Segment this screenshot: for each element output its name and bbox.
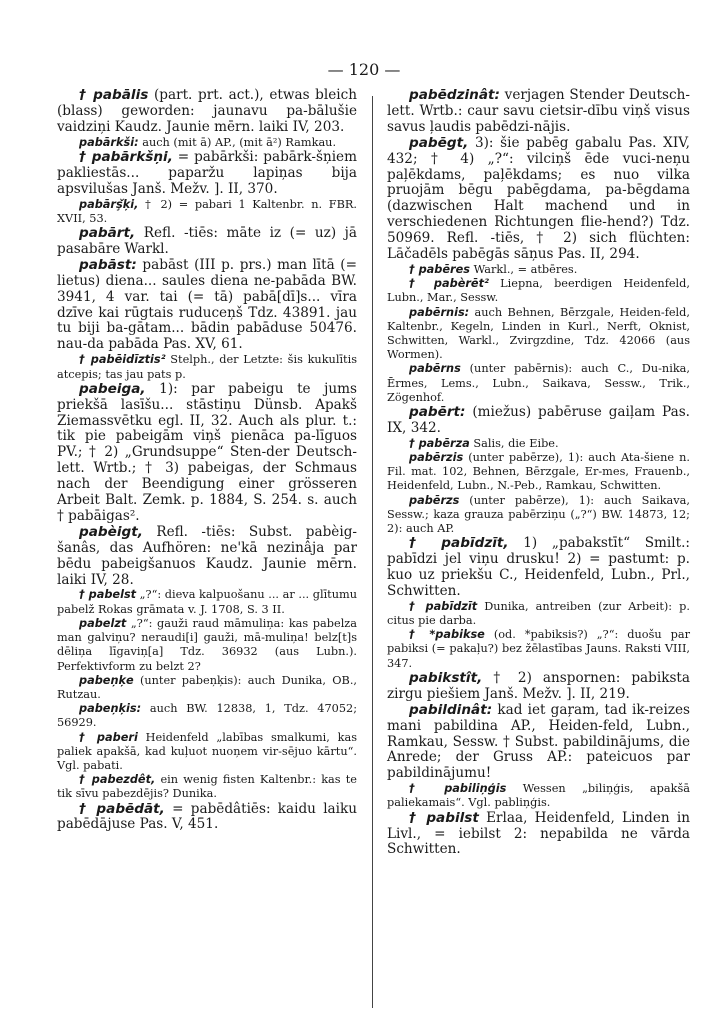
entry-definition: Stelph., der Letzte: šis kukulītis atcepis; tas jau pats p. xyxy=(57,353,358,381)
entry-headword: pabelzt xyxy=(79,616,127,630)
dictionary-entry xyxy=(57,150,357,198)
entry-definition: (miežus) pabēruse gaiļam Pas. IX, 342. xyxy=(387,404,690,436)
entry-definition: Wessen „biliņģis, apakšā paliekamais“. Vgl. pabliņģis. xyxy=(387,782,690,810)
dictionary-entry xyxy=(387,362,690,405)
entry-headword: † pabèrēt² xyxy=(409,277,489,291)
entry-definition: Warkl., = atbēres. xyxy=(470,262,578,276)
entry-definition: 1) „pabakstīt“ Smilt.: pabīdzi jel viņu drusku! 2) = pastumt: p. kuo uz priekšu C., Heidenfeld, Lubn., Prl., Schwitten. xyxy=(387,535,690,599)
dictionary-entry xyxy=(57,617,357,674)
entry-headword: † pabēdāt, xyxy=(79,800,165,817)
dictionary-entry xyxy=(57,525,357,589)
dictionary-entry xyxy=(57,198,357,226)
dictionary-entry xyxy=(387,703,690,783)
dictionary-entry xyxy=(387,437,690,451)
entry-headword: pabēdzinât: xyxy=(409,87,500,103)
entry-headword: † pabālis xyxy=(79,87,149,103)
entry-headword: pabeņķe xyxy=(79,673,134,687)
entry-definition: Dunika, antreiben (zur Arbeit): p. citus pie darba. xyxy=(387,599,690,628)
entry-headword: † pabērza xyxy=(409,436,470,450)
entry-definition: (unter pabērnis): auch C., Du-nika, Ērmes, Lems., Lubn., Saikava, Sessw., Trik., Zögenhof. xyxy=(387,362,690,404)
entry-headword: pabārkši: xyxy=(79,135,139,149)
dictionary-entry xyxy=(57,258,357,353)
entry-definition: Refl. -tiēs: Subst. pabèig-šanâs, das Aufhören: ne'kā nezinâja par bēdu pabeigšanuos Kaudz. Jaunie mērn. laiki IV, 28. xyxy=(57,523,357,588)
entry-headword: pabēgt, xyxy=(409,134,469,151)
entry-headword: pabikstît, xyxy=(409,669,483,686)
page-number: — 120 — xyxy=(327,60,401,79)
dictionary-entry xyxy=(387,451,690,494)
entry-definition: „?“: gauži raud māmuliņa: kas pabelza man galviņu? neraudi[i] gauži, mā-muliņa! belz[t]s dēliņa līgaviņ[a] Tdz. 36932 (aus Lubn.). Perfektivform zu belzt 2? xyxy=(57,616,357,673)
entry-headword: pabāst: xyxy=(79,256,137,273)
entry-headword: pabērnis: xyxy=(409,305,470,319)
right-column xyxy=(387,88,690,858)
entry-headword: pabārt, xyxy=(79,225,136,242)
dictionary-entry xyxy=(57,382,357,525)
entry-definition: verjagen Stender Deutsch-lett. Wrtb.: caur savu cietsir-dību viņš visus savus ļaudis pabēdzi-nājis. xyxy=(387,87,690,135)
dictionary-entry xyxy=(57,773,357,801)
dictionary-entry xyxy=(57,588,357,616)
entry-definition: † 2) = pabari 1 Kaltenbr. n. FBR. XVII, 53. xyxy=(57,197,357,225)
dictionary-entry xyxy=(57,702,357,730)
entry-definition: kad iet gaŗam, tad ik-reizes mani pabildina AP., Heiden-feld, Lubn., Ramkau, Sessw. † Subst. pabildinājums, die Anrede; der Gruss AP.: pateicuos par pabildinājumu! xyxy=(387,701,690,782)
entry-headword: pabildinât: xyxy=(409,701,493,718)
entry-definition: (part. prt. act.), etwas bleich (blass) geworden: jaunavu pa-bālušie vaidziņi Kaudz. Jaunie mērn. laiki IV, 203. xyxy=(57,87,357,135)
entry-definition: (unter pabērze), 1): auch Saikava, Sessw.; kaza grauza pabērziņu („?“) BW. 14873, 12; 2): auch AP. xyxy=(387,493,690,536)
left-column xyxy=(57,88,357,833)
entry-headword: † pabīdzīt, xyxy=(409,535,509,552)
entry-headword: pabeņķis: xyxy=(79,702,142,716)
entry-headword: † pabilst xyxy=(409,809,479,826)
entry-definition: Heidenfeld „labības smalkumi, kas paliek apakšā, kad kuļuot nuoņem vir-sējuo kārtu“. Vgl. pabati. xyxy=(57,730,358,772)
entry-headword: pabārş̌ķi, xyxy=(79,197,139,211)
dictionary-entry xyxy=(387,628,690,671)
entry-definition: (unter pabeņķis): auch Dunika, OB., Rutzau. xyxy=(57,673,357,701)
column-divider xyxy=(372,96,373,1008)
entry-definition: Refl. -tiēs: māte iz (= uz) jā pasabāre Warkl. xyxy=(57,225,357,257)
entry-definition: (od. *pabiksis?) „?“: duošu par pabiksi (= pakaļu?) bez žēlastības Jauns. Raksti VIII, 347. xyxy=(387,628,690,670)
dictionary-entry xyxy=(57,731,357,774)
entry-headword: † pabēres xyxy=(409,262,470,276)
dictionary-entry xyxy=(57,802,357,834)
dictionary-entry xyxy=(57,674,357,702)
entry-definition: auch (mit ā) AP., (mit ā²) Ramkau. xyxy=(138,135,337,149)
entry-definition: pabāst (III p. prs.) man lītā (= lietus) diena... saules diena ne-pabāda BW. 3941, 4 var. tai (= tā) pabā[dī]s... vīra dzīve kai rūgtais ruduceņš Tdz. 43891. jau tu biji ba-gātam... bādin pabāduse 50476. nau-da pabāda Pas. XV, 61. xyxy=(57,256,357,353)
entry-definition: (unter pabērze), 1): auch Ata-šiene n. Fil. mat. 102, Behnen, Bērzgale, Er-mes, Frauenb., Heidenfeld, Lubn., N.-Peb., Ramkau, Schwitten. xyxy=(387,451,690,493)
entry-headword: pabērzs xyxy=(409,493,460,507)
dictionary-entry xyxy=(57,136,357,150)
dictionary-entry xyxy=(387,782,690,810)
dictionary-entry xyxy=(387,536,690,600)
dictionary-entry xyxy=(387,405,690,437)
dictionary-entry xyxy=(387,263,690,277)
entry-definition: = pabārkši: pabārk-šņiem pakliestās... paparžu lapiņas bija apsvilušas Janš. Mežv. ]. II, 370. xyxy=(57,148,357,197)
dictionary-entry xyxy=(57,226,357,258)
dictionary-entry xyxy=(387,811,690,859)
entry-definition: „?“: dieva kalpuošanu ... ar ... glītumu pabelž Rokas grāmata v. J. 1708, S. 3 II. xyxy=(57,588,357,616)
dictionary-entry xyxy=(387,494,690,537)
entry-definition: auch BW. 12838, 1, Tdz. 47052; 56929. xyxy=(57,702,357,730)
entry-definition: † 2) anspornen: pabiksta zirgu piešiem Janš. Mežv. ]. II, 219. xyxy=(387,669,690,702)
entry-headword: † pabelst xyxy=(79,588,137,602)
entry-definition: auch Behnen, Bērzgale, Heiden-feld, Kaltenbr., Kegeln, Linden in Kurl., Nerft, Oknist, Schwitten, Warkl., Zvirgzdine, Tdz. 42066 (aus Wormen). xyxy=(387,305,690,362)
entry-headword: † pabiliņģis xyxy=(409,782,507,796)
dictionary-entry xyxy=(387,277,690,305)
entry-headword: pabeiga, xyxy=(79,380,146,397)
entry-definition: Salis, die Eibe. xyxy=(469,436,559,450)
entry-definition: = pabēdâtiēs: kaidu laiku pabēdājuse Pas. V, 451. xyxy=(57,800,357,833)
dictionary-entry xyxy=(57,88,357,136)
dictionary-entry xyxy=(387,671,690,703)
entry-headword: pabērt: xyxy=(409,404,466,420)
dictionary-entry xyxy=(387,600,690,628)
dictionary-entry xyxy=(387,136,690,263)
entry-headword: † pabīdzīt xyxy=(409,599,478,613)
entry-headword: † pabārkšņi, xyxy=(79,148,173,165)
entry-headword: † paberi xyxy=(79,730,138,744)
entry-definition: 3): šie pabēg gabalu Pas. XIV, 432; † 4) „?“: vilciņš ēde vuci-neņu paļēkdams, paļēkdams; es nuo vilka pruojām bēgu pabēgdama, pa-bēgdama (dazwischen Halt machend und in verschiedenen Richtungen flie-hend?) Tdz. 50969. Refl. -tiēs, † 2) sich flüchten: Lāčadēls pabēgās sāņus Pas. II, 294. xyxy=(387,134,690,263)
entry-headword: † pabēidīztis² xyxy=(79,353,166,367)
dictionary-entry xyxy=(387,306,690,363)
entry-headword: pabērzis xyxy=(409,451,464,465)
dictionary-entry xyxy=(387,88,690,136)
entry-headword: pabèigt, xyxy=(79,523,143,540)
entry-headword: † *pabikse xyxy=(409,628,485,642)
entry-definition: 1): par pabeigu te jums priekšā lasīšu... stāstiņu Dünsb. Apakš Ziemassvētku egl. II, 32. Auch als plur. t.: tik pie pabeigām viņš pienāca pa-līguos PV.; † 2) „Grundsuppe“ Sten-der Deutsch-lett. Wrtb.; † 3) pabeigas, der Schmaus nach der Beendigung einer grösseren Arbeit Balt. Zemk. p. 1884, S. 254. s. auch † pabāigas². xyxy=(57,380,357,524)
entry-headword: pabērns xyxy=(409,362,461,376)
entry-definition: Erlaa, Heidenfeld, Linden in Livl., = iebilst 2: nepabilda ne vārda Schwitten. xyxy=(387,809,690,858)
entry-definition: ein wenig fisten Kaltenbr.: kas te tik sīvu pabezdējis? Dunika. xyxy=(57,773,357,801)
entry-headword: † pabezdêt, xyxy=(79,773,156,787)
entry-definition: Liepna, beerdigen Heidenfeld, Lubn., Mar., Sessw. xyxy=(387,277,690,305)
dictionary-entry xyxy=(57,353,357,381)
